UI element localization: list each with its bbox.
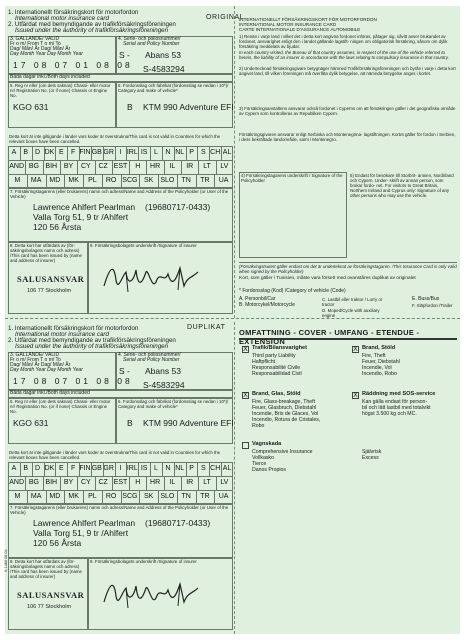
original-label: ORIGINAL — [206, 14, 245, 21]
dup-vehicle-label: 6. Fordonsslag och fabrikat (fordonsslag se nedan i 10*)/ Category and make of vehicle* — [118, 399, 229, 410]
coverage-checkbox-sos[interactable]: X — [353, 392, 358, 399]
grid-divider — [43, 476, 44, 490]
grid-divider — [146, 476, 147, 490]
country-code-mk: MK — [68, 493, 79, 500]
grid-divider — [150, 146, 151, 160]
serial-label: 4. Serie- och poliosnummer/ — [118, 36, 181, 42]
grid-divider — [146, 160, 147, 174]
dup-title-en: International motor insurance card — [15, 331, 109, 338]
grid-divider — [25, 476, 26, 490]
serial-label-en: Serial and Policy Number — [123, 41, 180, 47]
dup-vehicle-make: KTM 990 Adventure EFI — [143, 418, 234, 428]
dup-issuer-en: Issued under the authority of trafikförsäkringsföreningen — [15, 343, 169, 350]
vehicle-label: 6. Fordonsslag och fabrikat (fordonsslag se nedan i 10*)/ Category and make of vehicle* — [118, 83, 229, 94]
both-days-label: Båda dagar inkl./Both days included — [10, 74, 90, 80]
country-code-bg: BG — [28, 163, 39, 170]
coverage-fire-theft-en: Fire, Theft — [362, 353, 386, 359]
country-code-sk: SK — [143, 493, 154, 500]
issuer-line-sv: 2. Utfärdat med bemyndigande av trafikförsäkringsföreningen — [8, 21, 176, 28]
country-code-ch: CH — [210, 149, 221, 156]
country-code-fin: FIN — [79, 149, 91, 156]
dup-title-sv: 1. Internationellt försäkringskort för motorfordon — [8, 325, 139, 332]
country-code-bg: BG — [28, 479, 39, 486]
grid-divider — [138, 146, 139, 160]
policyholder-address-2: 120 56 Årsta — [33, 222, 82, 232]
back-paragraph-2: In each country visited, the Bureau of that country assumes, in respect of the use of the vehicle referred to herein, the liability of an insurer in accordance with the laws relating to compulsory insurance in that country. — [239, 50, 449, 61]
grid-divider — [79, 462, 80, 476]
country-code-p: P — [189, 465, 194, 472]
coverage-glass-fr: Incendie, Bris de Glaces, Vol — [252, 411, 319, 417]
back-heading-2: INTERNATIONAL MOTOR INSURANCE CARD — [239, 22, 337, 27]
grid-divider — [67, 462, 68, 476]
coverage-fire-theft-fr: Incendie, Vol — [362, 365, 392, 371]
country-code-gb: GB — [91, 149, 102, 156]
grid-divider — [77, 160, 78, 174]
country-code-i: I — [119, 465, 122, 472]
country-code-slo: SLO — [160, 493, 175, 500]
coverage-panel — [236, 322, 460, 634]
country-code-d: D — [35, 465, 41, 472]
policyholder-name: Lawrence Ahlfert Pearlman — [33, 202, 136, 212]
country-code-scg: SCG — [122, 177, 138, 184]
country-code-scg: SCG — [122, 493, 138, 500]
country-code-pl: PL — [88, 493, 97, 500]
from-to-label: Fr o m/ From T o m/ To — [10, 41, 61, 47]
dup-signature-label: 9. Försäkringsbolagets underskrift /Signature of insurer — [90, 559, 197, 564]
grid-divider — [67, 146, 68, 160]
grid-divider — [129, 476, 130, 490]
grid-divider — [126, 146, 127, 160]
grid-divider — [64, 174, 65, 188]
grid-divider — [102, 490, 103, 504]
day-month-year-en: Day Month Year Day Month Year — [10, 51, 83, 57]
grid-divider — [95, 476, 96, 490]
coverage-rule — [239, 338, 457, 340]
country-code-lt: LT — [203, 479, 211, 486]
grid-divider — [221, 462, 222, 476]
coverage-fire-theft-de: Feuer, Diebstahl — [362, 359, 400, 365]
dup-registration-number: KGO 631 — [13, 418, 49, 428]
country-code-al: AL — [222, 149, 232, 156]
signature-label: 9. Försäkringsbolagets underskrift /Signature of insurer — [90, 243, 197, 248]
dup-issuer-sv: 2. Utfärdat med bemyndigande av trafikförsäkringsföreningen — [8, 337, 176, 344]
dup-policyholder-label: 7. Försäkringstagarens (eller brukarens) namn och adress/Name and Address of the Policyholder (or User of the Vehicle) — [10, 505, 229, 516]
grid-divider — [162, 146, 163, 160]
grid-divider — [83, 174, 84, 188]
insurer-logo: SALUSANSVAR — [17, 274, 85, 284]
coverage-sos-line-1: Kan gälla endast för person- — [362, 399, 428, 405]
dup-serial-value: Abans 53 — [145, 366, 181, 376]
back-paragraph-4: 3) Försäkringsanstaltens ansvarar också fordonet i Cyperns om att försäkringen gäller i det geografiska område av Cypern som kontrolleras av Republiken Cypern. — [239, 106, 456, 117]
grid-divider — [60, 160, 61, 174]
dup-dmy: Dag/ Mån/ År Dag/ Mån/ År — [10, 362, 71, 368]
country-code-bih: BIH — [45, 163, 58, 170]
country-code-ma: MA — [30, 177, 42, 184]
registration-label: 5. Reg nr eller (om dets saknas) Chassi- eller motor nr/ Registration No. (or if none) Chassis or Engine No. — [10, 83, 111, 99]
country-code-and: AND — [9, 163, 25, 170]
dup-policyholder-name: Lawrence Ahlfert Pearlman — [33, 518, 136, 528]
vehicle-category: B — [127, 102, 133, 112]
grid-divider — [95, 160, 96, 174]
coverage-liability-head: Trafik/Bilansvarighet — [252, 345, 308, 351]
country-code-p: P — [189, 149, 194, 156]
vehicle-make: KTM 990 Adventure EFI — [143, 102, 234, 112]
grid-divider — [83, 490, 84, 504]
coverage-fire-theft-head: Brand, Stöld — [362, 345, 396, 351]
country-code-fin: FIN — [79, 465, 91, 472]
country-code-nl: NL — [175, 465, 185, 472]
coverage-comprehensive-fr: Tierce — [252, 461, 267, 467]
coverage-checkbox-fire-theft[interactable]: X — [353, 346, 358, 353]
country-code-h: H — [135, 479, 141, 486]
grid-divider — [196, 490, 197, 504]
fold-line — [234, 322, 235, 634]
coverage-glass-es: Incendio, Rotura de Cristales, — [252, 417, 321, 423]
country-code-m: M — [14, 493, 21, 500]
back-heading-3: CARTE INTERNATIONALE D'ASSURANCE AUTOMOBILE — [239, 27, 361, 32]
sign-note: (Försäkringstsutert gäller endast om det är underteknat av försäkringstagaren. /This Insurance Card is only valid when signed by the Policyholder) — [239, 264, 457, 275]
country-code-ua: UA — [218, 177, 229, 184]
grid-divider — [27, 490, 28, 504]
grid-divider — [214, 174, 215, 188]
card-title-sv: 1. Internationellt försäkringskort för motorfordon — [8, 9, 139, 16]
card-title-en: International motor insurance card — [15, 15, 109, 22]
grid-divider — [197, 462, 198, 476]
serial-value: Abans 53 — [145, 50, 181, 60]
insurer-signature — [100, 258, 210, 298]
grid-divider — [198, 476, 199, 490]
country-code-b: B — [23, 465, 29, 472]
grid-divider — [27, 174, 28, 188]
country-code-lv: LV — [220, 163, 229, 170]
country-code-al: AL — [222, 465, 232, 472]
grid-divider — [181, 160, 182, 174]
dup-policy-number: S-4583294 — [143, 380, 185, 390]
dup-insurer-logo: SALUSANSVAR — [17, 590, 85, 600]
country-code-nl: NL — [175, 149, 185, 156]
country-code-tr: TR — [200, 177, 210, 184]
grid-divider — [186, 462, 187, 476]
coverage-checkbox-glass[interactable]: X — [243, 392, 248, 399]
grid-divider — [209, 462, 210, 476]
policyholder-signature-label: 4) Försäkringstagarens underskrift / Signature of the Policyholder — [241, 173, 343, 184]
country-code-gr: GR — [103, 465, 114, 472]
country-code-lt: LT — [203, 163, 211, 170]
country-code-il: IL — [169, 163, 176, 170]
grid-divider — [44, 462, 45, 476]
country-code-lv: LV — [220, 479, 229, 486]
country-code-tr: TR — [200, 493, 210, 500]
dup-policyholder-address-2: 120 56 Årsta — [33, 538, 82, 548]
duplicate-label: DUPLIKAT — [187, 324, 226, 331]
country-code-cy: CY — [81, 479, 91, 486]
country-code-md: MD — [49, 493, 61, 500]
country-code-a: A — [11, 465, 17, 472]
coverage-comprehensive-de: Vollkasko — [252, 455, 274, 461]
insurer-city: 106 77 Stockholm — [27, 288, 72, 294]
country-code-tn: TN — [181, 177, 191, 184]
coverage-title: OMFATTNING - COVER - UMFANG - ETENDUE - EXTENSION — [239, 328, 420, 346]
policy-number: S-4583294 — [143, 64, 185, 74]
grid-divider — [112, 476, 113, 490]
category-c: C. Lastbil eller traktor / Lorry or tractor — [322, 297, 383, 308]
coverage-glass-de: Feuer, Glasbruch, Diebstahl — [252, 405, 317, 411]
country-code-sk: SK — [143, 177, 154, 184]
day-month-year-label: Dag/ Mån/ År Dag/ Mån/ År — [10, 46, 71, 52]
grid-divider — [158, 490, 159, 504]
grid-divider — [55, 146, 56, 160]
country-code-n: N — [165, 465, 171, 472]
country-code-hr: HR — [150, 479, 161, 486]
grid-divider — [174, 462, 175, 476]
country-code-slo: SLO — [160, 177, 175, 184]
country-code-bih: BIH — [45, 479, 58, 486]
coverage-liability-fr: Responsabilité Civile — [252, 365, 301, 371]
form-code: S 1489 08 04 — [4, 549, 8, 572]
grid-divider — [32, 462, 33, 476]
grid-divider — [25, 160, 26, 174]
dup-registration-label: 5. Reg nr eller (om dets saknas) Chassi- eller motor nr/ Registration No. (or if none) Chassis or Engine No. — [10, 399, 111, 415]
divider — [239, 262, 457, 263]
coverage-liability-de: Haftpflicht — [252, 359, 276, 365]
country-code-dk: DK — [44, 465, 55, 472]
country-code-l: L — [154, 149, 158, 156]
grid-divider — [139, 490, 140, 504]
coverage-liability-en: Third party Liability — [252, 353, 296, 359]
country-code-ir: IR — [186, 479, 194, 486]
grid-divider — [79, 146, 80, 160]
grid-divider — [46, 174, 47, 188]
country-code-a: A — [11, 149, 17, 156]
policyholder-signature-box — [239, 172, 347, 258]
country-code-irl: IRL — [126, 465, 138, 472]
validity-dates: 17 08 07 01 08 08 — [13, 60, 133, 70]
tear-line — [5, 318, 460, 319]
category-legend-label: * Fordonsslag (Kod) /Category of vehicle (Code) — [239, 288, 346, 294]
coverage-checkbox-liability[interactable]: X — [243, 346, 248, 353]
grid-divider — [32, 146, 33, 160]
country-code-gr: GR — [103, 149, 114, 156]
dup-dmy-en: Day Month Year Day Month Year — [10, 367, 83, 373]
country-code-i: I — [119, 149, 122, 156]
grid-divider — [181, 476, 182, 490]
grid-divider — [186, 146, 187, 160]
country-code-est: EST — [113, 163, 128, 170]
coverage-sos-line-2: bil och lätt lastbil med totalvikt — [362, 405, 431, 411]
dup-insurer-city: 106 77 Stockholm — [27, 604, 72, 610]
country-code-is: IS — [140, 149, 148, 156]
grid-divider — [162, 462, 163, 476]
grid-divider — [77, 476, 78, 490]
grid-divider — [221, 146, 222, 160]
grid-divider — [216, 160, 217, 174]
country-code-dk: DK — [44, 149, 55, 156]
grid-divider — [20, 146, 21, 160]
country-code-cy: CY — [81, 163, 91, 170]
grid-divider — [46, 490, 47, 504]
country-code-l: L — [154, 465, 158, 472]
category-f: F. Släpfordon /Trailer — [412, 303, 453, 308]
grid-divider — [126, 462, 127, 476]
grid-divider — [112, 160, 113, 174]
country-code-b: B — [23, 149, 29, 156]
country-code-est: EST — [113, 479, 128, 486]
dup-policyholder-address-1: Valla Torg 51, 9 tr /Ahlfert — [33, 528, 129, 538]
excess-label-sv: Självrisk — [362, 449, 382, 455]
excess-label-en: Excess — [362, 455, 379, 461]
grid-divider — [121, 174, 122, 188]
coverage-sos-head: Räddning med SOS-service — [362, 391, 436, 397]
country-code-by: BY — [63, 163, 74, 170]
grid-divider — [91, 462, 92, 476]
country-code-mk: MK — [68, 177, 79, 184]
dup-policyholder-id: (19680717-0433) — [145, 518, 211, 528]
grid-divider — [150, 462, 151, 476]
coverage-fire-theft-es: Incendio, Robo — [362, 371, 397, 377]
policyholder-id: (19680717-0433) — [145, 202, 211, 212]
grid-divider — [214, 490, 215, 504]
original-card-front — [5, 6, 233, 318]
coverage-sos-line-3: högst 3.500 kg och MC. — [362, 411, 417, 417]
grid-divider — [121, 490, 122, 504]
grid-divider — [158, 174, 159, 188]
grid-divider — [44, 146, 45, 160]
dup-both-days: Båda dagar inkl./Both days included — [10, 390, 90, 396]
country-code-is: IS — [140, 465, 148, 472]
coverage-comprehensive-es: Danos Propios — [252, 467, 287, 473]
country-code-s: S — [201, 149, 206, 156]
dup-from-to: Fr o m/ From T o m/ To — [10, 357, 61, 363]
country-code-n: N — [165, 149, 171, 156]
coverage-glass-en: Fire, Glass-breakage, Theft — [252, 399, 316, 405]
registration-number: KGO 631 — [13, 102, 49, 112]
dup-insurer-signature — [100, 574, 210, 614]
policyholder-label: 7. Försäkringstagarens (eller brukarens) namn och adress/Name and Address of the Policyholder (or User of the Vehicle) — [10, 189, 229, 200]
grid-divider — [103, 462, 104, 476]
dup-validity-label: 3. GALLANDE/ VALID — [10, 352, 60, 358]
original-section — [5, 6, 460, 318]
grid-divider — [102, 174, 103, 188]
grid-divider — [164, 160, 165, 174]
country-code-m: M — [14, 177, 21, 184]
validity-label: 3. GALLANDE/ VALID — [10, 36, 60, 42]
country-code-ch: CH — [210, 465, 221, 472]
grid-divider — [209, 146, 210, 160]
grid-divider — [198, 160, 199, 174]
dup-validity-dates: 17 08 07 01 08 08 — [13, 376, 133, 386]
category-b: B. Motorcykel/Motorcycle — [239, 302, 295, 308]
country-code-ua: UA — [218, 493, 229, 500]
country-code-d: D — [35, 149, 41, 156]
issuer-line-en: Issued under the authority of trafikförsäkringsföreningen — [15, 27, 169, 34]
dup-serial-prefix: S - — [119, 366, 130, 376]
grid-divider — [43, 160, 44, 174]
country-code-ro: RO — [105, 493, 117, 500]
invalid-countries-note: Detta kort är inte giltigande i länder vars koder är överstrukna/This card is not valid in Countries for which the relevant boxes have been cancelled. — [9, 134, 221, 145]
country-code-h: H — [135, 163, 141, 170]
grid-divider — [197, 146, 198, 160]
country-code-gb: GB — [91, 465, 102, 472]
country-code-and: AND — [9, 479, 25, 486]
country-code-md: MD — [49, 177, 61, 184]
grid-divider — [216, 476, 217, 490]
grid-divider — [196, 174, 197, 188]
grid-divider — [115, 146, 116, 160]
grid-divider — [164, 476, 165, 490]
coverage-glass-head: Brand, Glas, Stöld — [252, 391, 301, 397]
dup-invalid-note: Detta kort är inte giltigande i länder vars koder är överstrukna/This card is not valid in Countries for which the relevant boxes have been cancelled. — [9, 450, 221, 461]
grid-divider — [177, 490, 178, 504]
visitor-signature-label: 5) Endast för besökare till Storbrit- annien, Nordirland och Cypern. Under- skrift av annan person, som brukar fordo- net. For visitors to Great Britain, Northern Ireland and Cyprus only: Signature of any other persons who may use the vehicle. — [350, 173, 454, 199]
back-paragraph-1: 1) Renän i varje land i vilket det i detta kort angivna fordonet införas, påtager sig, såvitt avser brukandet av fordonet, ansvarighet enligt den i landet gällande lagstift- ningen om obligatorisk försäkring, såsom om dylik försäkring meddelats av bjudar. — [239, 34, 448, 50]
country-code-cz: CZ — [98, 479, 108, 486]
grid-divider — [177, 174, 178, 188]
grid-divider — [20, 462, 21, 476]
coverage-liability-es: Responsabilidad Civil — [252, 371, 302, 377]
country-code-tn: TN — [181, 493, 191, 500]
grid-divider — [115, 462, 116, 476]
country-code-e: E — [58, 149, 64, 156]
country-code-by: BY — [63, 479, 74, 486]
country-code-ma: MA — [30, 493, 42, 500]
grid-divider — [64, 490, 65, 504]
dup-vehicle-category: B — [127, 418, 133, 428]
category-d: D. Moped/Cycle with auxiliary engine — [322, 308, 380, 319]
coverage-glass-es-2: Robo — [252, 423, 265, 429]
dup-issuer-label: 8. Detta kort har utfärdats av (för- säkringsbolagets namn och adress) /This card has been issued by (name and address of insurer) — [10, 559, 82, 580]
tunisia-note: Kort, som gäller i Tunisien, måste vara försett med ovanståres duplikat av originalet — [239, 276, 416, 281]
grid-divider — [129, 160, 130, 174]
dup-serial-label-en: Serial and Policy Number — [123, 357, 180, 363]
insurance-card-sheet — [5, 6, 460, 634]
back-heading-1: INTERNATIONELLT FÖRSÄKRINGSKORT FÖR MOTORFORDON — [239, 17, 377, 22]
category-e: E. Buss/Bus — [412, 296, 440, 302]
grid-divider — [139, 174, 140, 188]
category-a: A. Personbil/Car — [239, 296, 276, 302]
country-code-il: IL — [169, 479, 176, 486]
coverage-comprehensive-en: Comprehensive Insurance — [252, 449, 313, 455]
country-code-s: S — [201, 465, 206, 472]
grid-divider — [55, 462, 56, 476]
country-code-hr: HR — [150, 163, 161, 170]
duplicate-section — [5, 322, 460, 634]
issuer-label: 8. Detta kort har utfärdats av (för- säkringsbolagets namn och adress) /This card has been issued by (name and address of insurer) — [10, 243, 82, 264]
policyholder-address-1: Valla Torg 51, 9 tr /Ahlfert — [33, 212, 129, 222]
country-code-e: E — [58, 465, 64, 472]
serial-prefix: S - — [119, 50, 130, 60]
back-paragraph-3: 2) Undertecknad försäkringsgivare betygnäger hämned Trafikförsäkringsföreningen och byrån i varje i detta kort angivet land, till vilken föreningen må överlåta dylik betygelse, att nämnda betygelse anges i kortet. — [239, 66, 456, 77]
fold-line — [234, 6, 235, 318]
country-code-irl: IRL — [126, 149, 138, 156]
dup-serial-label: 4. Serie- och poliosnummer/ — [118, 352, 181, 358]
grid-divider — [60, 476, 61, 490]
country-code-f: F — [70, 149, 76, 156]
country-code-ir: IR — [186, 163, 194, 170]
grid-divider — [103, 146, 104, 160]
country-code-f: F — [70, 465, 76, 472]
grid-divider — [138, 462, 139, 476]
coverage-checkbox-comprehensive[interactable] — [242, 442, 249, 449]
country-code-pl: PL — [88, 177, 97, 184]
country-code-cz: CZ — [98, 163, 108, 170]
country-code-ro: RO — [105, 177, 117, 184]
back-paragraph-5: Försäkringsgivaren ansvarar enligt Serbiska och Montenegrina- lagstiftningen. Kortet gäller för fordon i Serbien, i dess bekräftade landområde, samt i Montenegro. — [239, 132, 456, 143]
grid-divider — [174, 146, 175, 160]
coverage-comprehensive-head: Vagnskada — [252, 441, 282, 447]
grid-divider — [91, 146, 92, 160]
duplicate-card-front — [5, 322, 233, 634]
